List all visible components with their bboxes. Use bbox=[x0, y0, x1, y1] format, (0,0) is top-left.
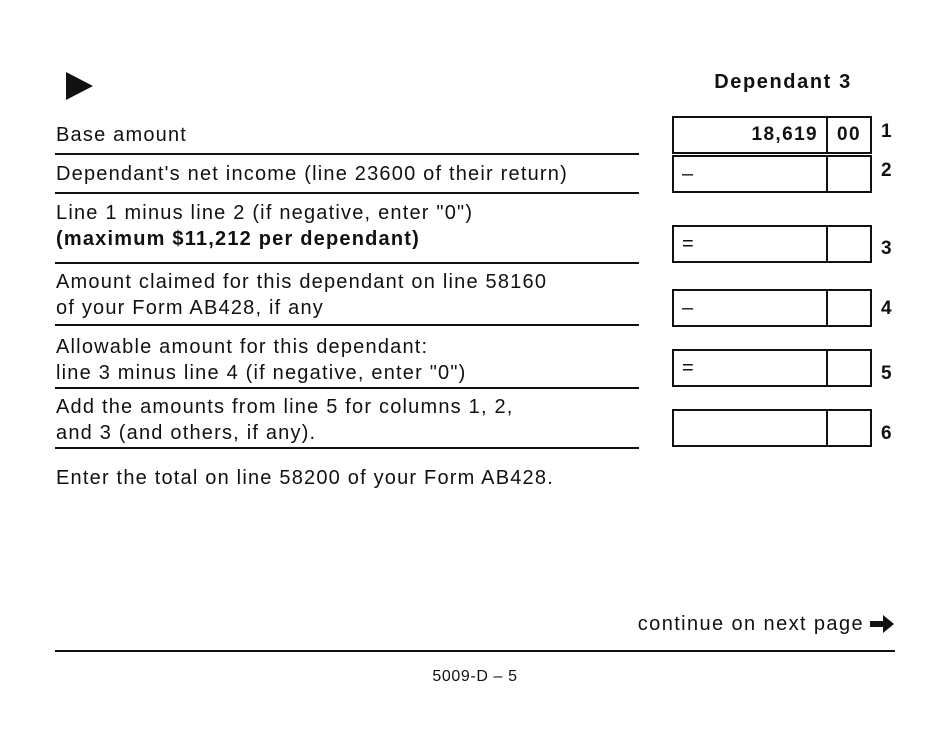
arrow-right-icon bbox=[868, 612, 896, 636]
line-2-dollars[interactable] bbox=[674, 157, 828, 191]
row-3-label-bold: (maximum $11,212 per dependant) bbox=[56, 228, 420, 250]
row-1-label: Base amount bbox=[56, 124, 188, 146]
start-marker-icon bbox=[66, 72, 93, 100]
line-3-cents[interactable] bbox=[828, 227, 870, 261]
row-3-rule bbox=[55, 262, 639, 264]
row-6-label: Add the amounts from line 5 for columns 1, 2, and 3 (and others, if any). bbox=[56, 396, 514, 444]
minus-sign: – bbox=[682, 163, 694, 185]
row-2-rule bbox=[55, 192, 639, 194]
column-header-dependant-3: Dependant 3 bbox=[714, 71, 852, 93]
line-number-4: 4 bbox=[881, 298, 892, 319]
line-1-cents[interactable] bbox=[828, 118, 870, 152]
row-4-label: Amount claimed for this dependant on line 58160 of your Form AB428, if any bbox=[56, 271, 548, 319]
line-number-3: 3 bbox=[881, 238, 892, 259]
line-1-cents-value: 00 bbox=[837, 124, 861, 145]
equals-sign: = bbox=[682, 233, 694, 255]
line-1-amount-field[interactable] bbox=[672, 116, 872, 154]
row-2-label: Dependant's net income (line 23600 of their return) bbox=[56, 163, 568, 185]
row-1-rule bbox=[55, 153, 639, 155]
continue-text: continue on next page bbox=[637, 612, 864, 635]
row-5-label: Allowable amount for this dependant: line 3 minus line 4 (if negative, enter "0") bbox=[56, 336, 467, 384]
line-1-amount-value: 18,619 bbox=[751, 124, 818, 145]
line-3-dollars[interactable] bbox=[674, 227, 828, 261]
line-5-amount-field[interactable] bbox=[672, 349, 872, 387]
line-number-6: 6 bbox=[881, 423, 892, 444]
total-instruction: Enter the total on line 58200 of your Form AB428. bbox=[56, 467, 554, 489]
row-5-rule bbox=[55, 387, 639, 389]
line-5-dollars[interactable] bbox=[674, 351, 828, 385]
equals-sign: = bbox=[682, 357, 694, 379]
line-3-amount-field[interactable] bbox=[672, 225, 872, 263]
row-6-rule bbox=[55, 447, 639, 449]
row-3-label: Line 1 minus line 2 (if negative, enter "0") (maximum $11,212 per dependant) bbox=[56, 200, 641, 252]
line-4-dollars[interactable] bbox=[674, 291, 828, 325]
line-4-amount-field[interactable] bbox=[672, 289, 872, 327]
line-6-dollars[interactable] bbox=[674, 411, 828, 445]
continue-on-next-page bbox=[560, 612, 896, 636]
row-4-rule bbox=[55, 324, 639, 326]
line-1-dollars[interactable] bbox=[674, 118, 828, 152]
line-number-5: 5 bbox=[881, 363, 892, 384]
line-2-amount-field[interactable] bbox=[672, 155, 872, 193]
line-5-cents[interactable] bbox=[828, 351, 870, 385]
line-2-cents[interactable] bbox=[828, 157, 870, 191]
minus-sign: – bbox=[682, 297, 694, 319]
line-6-amount-field[interactable] bbox=[672, 409, 872, 447]
line-number-1: 1 bbox=[881, 121, 892, 142]
line-6-cents[interactable] bbox=[828, 411, 870, 445]
footer-rule bbox=[55, 650, 895, 652]
line-number-2: 2 bbox=[881, 160, 892, 181]
line-4-cents[interactable] bbox=[828, 291, 870, 325]
page-number: 5009-D – 5 bbox=[432, 668, 518, 685]
